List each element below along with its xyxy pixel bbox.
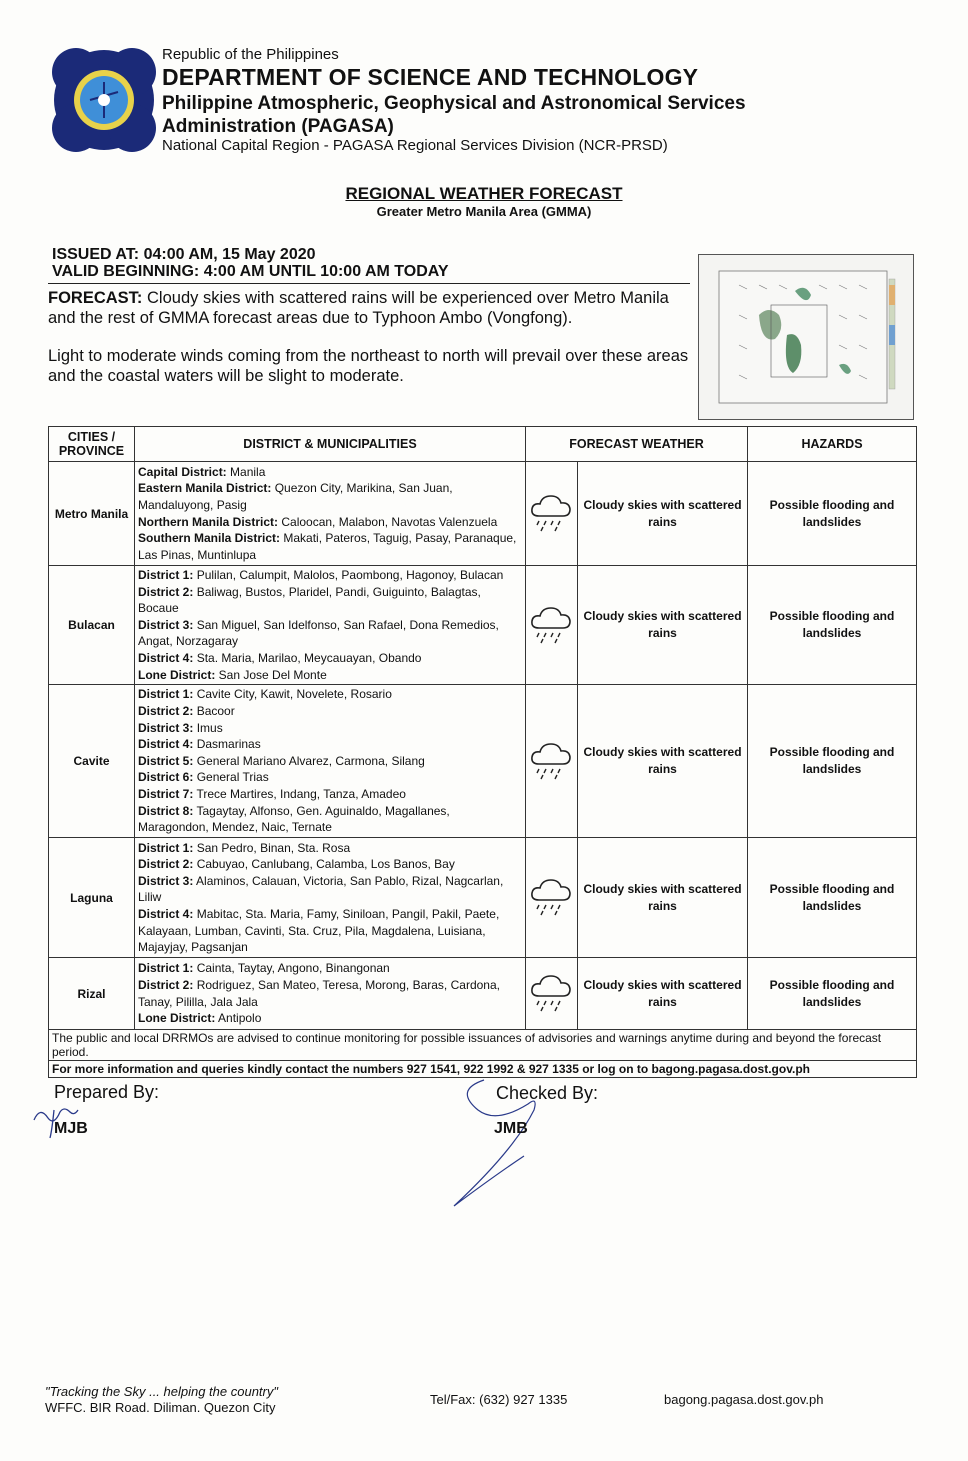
hazards-cell: Possible flooding and landslides	[748, 462, 917, 566]
hazards-cell: Possible flooding and landslides	[748, 566, 917, 685]
districts-cell	[135, 958, 526, 1030]
winds-paragraph: Light to moderate winds coming from the northeast to north will prevail over these areas and the coastal waters will be slight to moderate.	[48, 347, 689, 385]
forecast-cell: Cloudy skies with scattered rains	[578, 566, 748, 685]
division-name: National Capital Region - PAGASA Regional Services Division (NCR-PRSD)	[162, 137, 668, 154]
district-line: District 2: Rodriguez, San Mateo, Teresa, Morong, Baras, Cardona, Tanay, Pililla, Jala Jala	[138, 978, 500, 1009]
forecast-text: Cloudy skies with scattered rains will be experienced over Metro Manila and the rest of GMMA forecast areas due to Typhoon Ambo (Vongfong).	[48, 289, 669, 327]
table-row	[49, 958, 917, 1030]
footer-website[interactable]: bagong.pagasa.dost.gov.ph	[664, 1392, 824, 1407]
district-line: Eastern Manila District: Quezon City, Marikina, San Juan, Mandaluyong, Pasig	[138, 481, 453, 512]
district-line: District 6: General Trias	[138, 770, 269, 785]
document-title: REGIONAL WEATHER FORECAST	[345, 184, 623, 203]
table-header-row	[49, 427, 917, 462]
advisory-text: The public and local DRRMOs are advised to continue monitoring for possible issuances of advisories and warnings anytime during and beyond the forecast period.	[49, 1030, 917, 1061]
footer-telfax: Tel/Fax: (632) 927 1335	[430, 1392, 568, 1407]
forecast-cell: Cloudy skies with scattered rains	[578, 958, 748, 1030]
valid-beginning: VALID BEGINNING: 4:00 AM UNTIL 10:00 AM TODAY	[52, 263, 449, 280]
district-line: District 8: Tagaytay, Alfonso, Gen. Aguinaldo, Magallanes, Maragondon, Mendez, Naic, Ternate	[138, 803, 450, 835]
document-subtitle: Greater Metro Manila Area (GMMA)	[376, 204, 592, 219]
agency-line-1: Philippine Atmospheric, Geophysical and Astronomical Services	[162, 93, 746, 114]
col-header-province: CITIES / PROVINCE	[49, 427, 135, 462]
district-line: District 3: San Miguel, San Idelfonso, San Rafael, Dona Remedios, Angat, Norzagaray	[138, 617, 499, 649]
districts-cell	[135, 566, 526, 685]
forecast-cell: Cloudy skies with scattered rains	[578, 462, 748, 566]
district-line: Lone District: Antipolo	[138, 1011, 262, 1026]
province-cell: Metro Manila	[49, 462, 135, 566]
district-line: District 4: Mabitac, Sta. Maria, Famy, Siniloan, Pangil, Pakil, Paete, Kalayaan, Lumban, Cavinti, Sta. Cruz, Pila, Magdalena, Luisiana, Majayjay, Pagsanjan	[138, 906, 500, 955]
hazards-cell: Possible flooding and landslides	[748, 958, 917, 1030]
forecast-cell: Cloudy skies with scattered rains	[578, 685, 748, 838]
col-header-hazards: HAZARDS	[748, 427, 917, 462]
district-line: District 2: Cabuyao, Canlubang, Calamba, Los Banos, Bay	[138, 857, 455, 872]
districts-cell	[135, 462, 526, 566]
issue-info	[52, 246, 449, 280]
forecast-paragraph	[48, 288, 690, 328]
cloud-rain-icon	[526, 685, 578, 838]
footer-slogan: "Tracking the Sky ... helping the country"	[45, 1384, 278, 1399]
district-line: District 3: Imus	[138, 720, 223, 735]
prepared-by-label: Prepared By:	[54, 1082, 160, 1102]
cloud-rain-icon	[526, 838, 578, 958]
province-cell: Laguna	[49, 838, 135, 958]
advisory-row	[49, 1030, 917, 1061]
agency-name	[162, 92, 782, 138]
districts-cell	[135, 685, 526, 838]
hazards-cell: Possible flooding and landslides	[748, 685, 917, 838]
agency-line-2: Administration (PAGASA)	[162, 116, 394, 137]
district-line: District 4: Sta. Maria, Marilao, Meycauayan, Obando	[138, 650, 422, 665]
col-header-forecast: FORECAST WEATHER	[526, 427, 748, 462]
republic-text: Republic of the Philippines	[162, 46, 339, 63]
district-line: District 7: Trece Martires, Indang, Tanza, Amadeo	[138, 787, 406, 802]
district-line: Southern Manila District: Makati, Pateros, Taguig, Pasay, Paranaque, Las Pinas, Muntinlupa	[138, 531, 517, 562]
district-line: Northern Manila District: Caloocan, Malabon, Navotas Valenzuela	[138, 514, 498, 529]
table-row	[49, 838, 917, 958]
province-cell: Cavite	[49, 685, 135, 838]
district-line: District 4: Dasmarinas	[138, 737, 261, 752]
province-cell: Bulacan	[49, 566, 135, 685]
district-line: District 2: Bacoor	[138, 704, 235, 719]
district-line: District 3: Alaminos, Calauan, Victoria, San Pablo, Rizal, Nagcarlan, Liliw	[138, 873, 504, 905]
district-line: Lone District: San Jose Del Monte	[138, 667, 327, 682]
signature-mark	[444, 1070, 554, 1215]
forecast-cell: Cloudy skies with scattered rains	[578, 838, 748, 958]
district-line: District 1: Pulilan, Calumpit, Malolos, Paombong, Hagonoy, Bulacan	[138, 568, 504, 582]
cloud-rain-icon	[526, 462, 578, 566]
district-line: District 1: San Pedro, Binan, Sta. Rosa	[138, 840, 351, 855]
district-line: District 5: General Mariano Alvarez, Carmona, Silang	[138, 753, 425, 768]
forecast-table	[48, 426, 917, 1078]
table-row	[49, 462, 917, 566]
district-line: District 1: Cainta, Taytay, Angono, Binangonan	[138, 961, 390, 976]
table-row	[49, 685, 917, 838]
district-line: District 2: Baliwag, Bustos, Plaridel, Pandi, Guiguinto, Balagtas, Bocaue	[138, 584, 481, 616]
contact-text: For more information and queries kindly contact the numbers 927 1541, 922 1992 & 927 1335 or log on to bagong.pagasa.dost.gov.ph	[49, 1061, 917, 1078]
checked-initials: JMB	[494, 1120, 528, 1137]
districts-cell	[135, 838, 526, 958]
province-cell: Rizal	[49, 958, 135, 1030]
pagasa-logo	[52, 48, 156, 152]
hazards-cell: Possible flooding and landslides	[748, 838, 917, 958]
forecast-label: FORECAST:	[48, 289, 143, 307]
prepared-initials: MJB	[54, 1120, 88, 1137]
divider	[48, 283, 690, 284]
checked-by-label: Checked By:	[496, 1083, 599, 1103]
cloud-rain-icon	[526, 566, 578, 685]
footer-address: WFFC. BIR Road. Diliman. Quezon City	[45, 1400, 276, 1415]
district-line: District 1: Cavite City, Kawit, Novelete, Rosario	[138, 687, 392, 702]
table-row	[49, 566, 917, 685]
issued-at: ISSUED AT: 04:00 AM, 15 May 2020	[52, 246, 316, 263]
col-header-districts: DISTRICT & MUNICIPALITIES	[135, 427, 526, 462]
department-name: DEPARTMENT OF SCIENCE AND TECHNOLOGY	[162, 64, 699, 90]
wind-map-image	[698, 254, 914, 420]
district-line: Capital District: Manila	[138, 464, 266, 479]
cloud-rain-icon	[526, 958, 578, 1030]
